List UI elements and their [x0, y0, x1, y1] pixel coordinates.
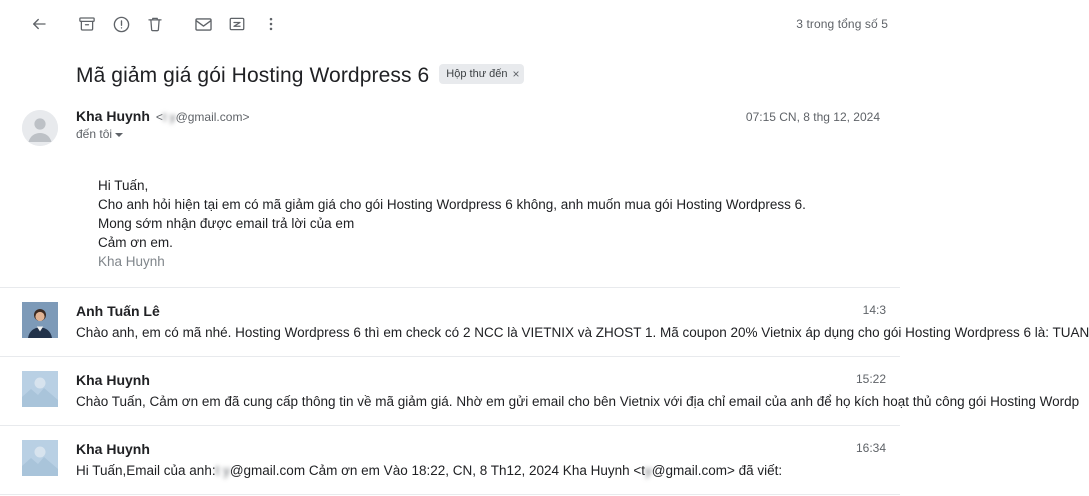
snippet-middle: @gmail.com Cảm ơn em Vào 18:22, CN, 8 Th12, 2024 Kha Huynh <t — [229, 463, 645, 478]
message-time: 15:22 — [855, 372, 886, 386]
archive-icon[interactable] — [70, 7, 104, 41]
sender-name: Anh Tuấn Lê — [76, 303, 160, 319]
body-line: Cảm ơn em. — [98, 235, 173, 250]
snooze-icon[interactable] — [220, 7, 254, 41]
masked-email-2: y — [645, 463, 652, 478]
collapsed-message[interactable] — [0, 357, 1080, 425]
status-badge[interactable] — [439, 64, 524, 84]
recipient-toggle[interactable] — [76, 127, 123, 141]
message-snippet — [76, 462, 848, 480]
message-time: 14:3 — [862, 303, 886, 317]
message-counter: 3 trong tổng số 5 — [796, 17, 888, 31]
body-line: Hi Tuấn, — [98, 178, 149, 193]
sender-info — [76, 108, 734, 141]
avatar — [22, 371, 58, 407]
sender-line — [76, 108, 734, 124]
page-title: Mã giảm giá gói Hosting Wordpress 6 — [76, 64, 430, 87]
subject-row — [0, 48, 900, 98]
collapsed-message[interactable] — [0, 288, 1089, 356]
recipient-label: đến tôi — [76, 127, 113, 141]
sender-name: Kha Huynh — [76, 108, 150, 124]
sender-name: Kha Huynh — [76, 441, 150, 457]
body-line: Mong sớm nhận được email trả lời của em — [98, 216, 355, 231]
message-body — [22, 146, 880, 271]
message-snippet: Chào anh, em có mã nhé. Hosting Wordpress 6 thì em check có 2 NCC là VIETNIX và ZHOST 1. Mã coupon 20% Vietnix áp dụng cho gói Hosting Wordpress 6 là: TUAN — [76, 325, 1089, 340]
signature: Kha Huynh — [98, 254, 165, 269]
avatar — [22, 302, 58, 338]
mark-unread-icon[interactable] — [186, 7, 220, 41]
message-header — [22, 108, 880, 146]
back-arrow-icon[interactable] — [22, 7, 56, 41]
label-chip-text: Hộp thư đến — [446, 68, 508, 80]
collapsed-message[interactable] — [0, 426, 900, 494]
sender-email-domain: @gmail.com> — [175, 110, 250, 124]
close-icon[interactable]: × — [512, 67, 520, 81]
avatar — [22, 440, 58, 476]
snippet-after: @gmail.com> đã viết: — [651, 463, 783, 478]
chevron-down-icon[interactable] — [115, 133, 123, 137]
message-date: 07:15 CN, 8 thg 12, 2024 — [745, 110, 880, 124]
toolbar — [0, 0, 900, 48]
body-line: Cho anh hỏi hiện tại em có mã giảm giá cho gói Hosting Wordpress 6 không, anh muốn mua gói Hosting Wordpress 6. — [98, 197, 806, 212]
delete-icon[interactable] — [138, 7, 172, 41]
masked-email-1: t y — [215, 463, 230, 478]
collapsed-body — [76, 440, 848, 480]
report-spam-icon[interactable] — [104, 7, 138, 41]
message-time: 16:34 — [855, 441, 886, 455]
sender-email — [156, 110, 250, 124]
sender-name: Kha Huynh — [76, 372, 150, 388]
more-options-icon[interactable] — [254, 7, 288, 41]
sender-email-masked: t y — [162, 110, 176, 124]
message-snippet: Chào Tuấn, Cảm ơn em đã cung cấp thông tin về mã giảm giá. Nhờ em gửi email cho bên Vietnix với địa chỉ email của anh để họ kích hoạt thủ công gói Hosting Wordp — [76, 394, 1080, 409]
snippet-before: Hi Tuấn,Email của anh: — [76, 463, 216, 478]
email-bracket-open: < — [155, 110, 163, 124]
expanded-message — [0, 98, 900, 287]
avatar — [22, 110, 58, 146]
divider — [0, 494, 900, 495]
